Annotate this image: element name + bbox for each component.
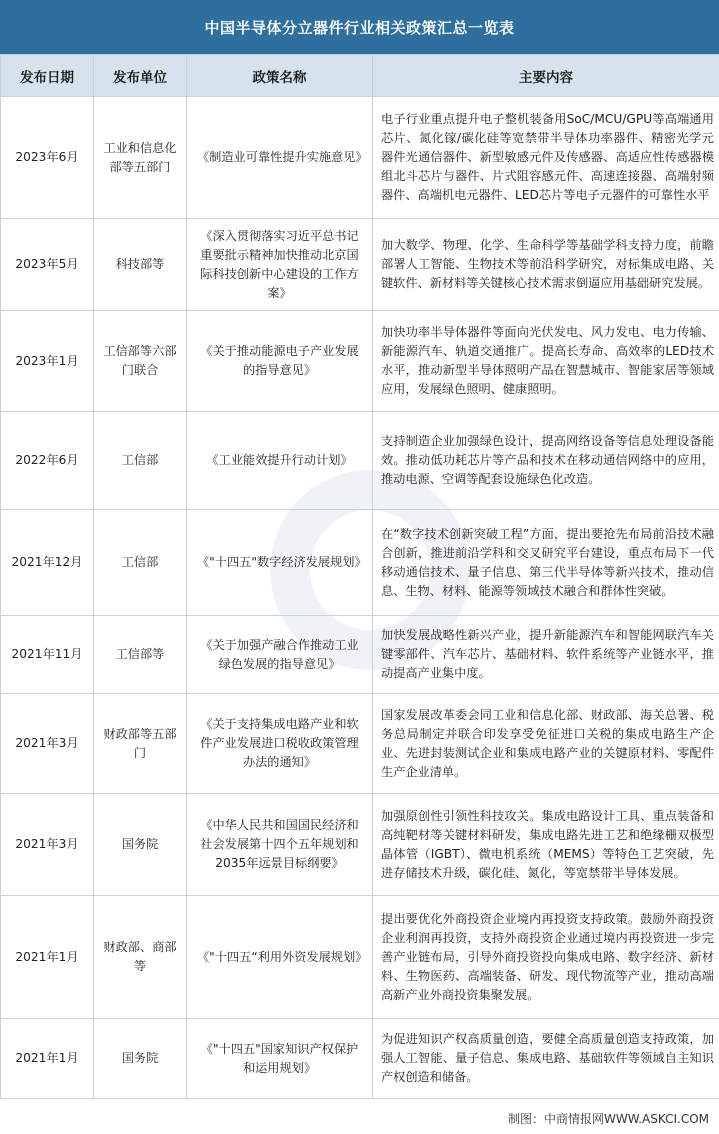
cell-policy-name: 《关于加强产融合作推动工业绿色发展的指导意见》 [187,616,373,694]
cell-date: 2021年1月 [1,1019,94,1099]
cell-policy-name: 《制造业可靠性提升实施意见》 [187,97,373,219]
cell-content: 为促进知识产权高质量创造，要健全高质量创造支持政策，加强人工智能、量子信息、集成电路、基础软件等领域自主知识产权创造和储备。 [373,1019,719,1099]
cell-policy-name: 《"十四五"数字经济发展规划》 [187,510,373,616]
cell-dept: 工信部 [94,510,187,616]
cell-content: 电子行业重点提升电子整机装备用SoC/MCU/GPU等高端通用芯片、氮化镓/碳化硅等宽禁带半导体功率器件、精密光学元器件光通信器件、新型敏感元件及传感器、高适应性传感器模组北斗芯片与器件、片式阻容感元件、高速连接器、高端射频器件、高端机电元器件、LED芯片等电子元器件的可靠性水平 [373,97,719,219]
header-dept: 发布单位 [94,55,187,97]
cell-content: 提出要优化外商投资企业境内再投资支持政策。鼓励外商投资企业利润再投资，支持外商投资企业通过境内再投资进一步完善产业链布局，引导外商投资投向集成电路、数字经济、新材料、生物医药、高端装备、研发、现代物流等产业，推动高端高新产业外商投资集聚发展。 [373,896,719,1019]
cell-dept: 工信部 [94,412,187,510]
cell-date: 2023年5月 [1,219,94,311]
table-header-row [1,55,719,97]
cell-date: 2021年3月 [1,794,94,896]
cell-content: 加快发展战略性新兴产业，提升新能源汽车和智能网联汽车关键零部件、汽车芯片、基础材料、软件系统等产业链水平，推动提高产业集中度。 [373,616,719,694]
table-row [1,97,719,219]
cell-dept: 工信部等六部门联合 [94,311,187,412]
table-row [1,896,719,1019]
cell-dept: 科技部等 [94,219,187,311]
cell-date: 2021年3月 [1,694,94,794]
cell-policy-name: 《深入贯彻落实习近平总书记重要批示精神加快推动北京国际科技创新中心建设的工作方案》 [187,219,373,311]
cell-policy-name: 《"十四五"国家知识产权保护和运用规划》 [187,1019,373,1099]
cell-date: 2021年1月 [1,896,94,1019]
cell-date: 2023年1月 [1,311,94,412]
cell-dept: 国务院 [94,794,187,896]
cell-policy-name: 《工业能效提升行动计划》 [187,412,373,510]
cell-content: 国家发展改革委会同工业和信息化部、财政部、海关总署、税务总局制定并联合印发享受免征进口关税的集成电路生产企业、先进封装测试企业和集成电路产业的关键原材料、零配件生产企业清单。 [373,694,719,794]
header-date: 发布日期 [1,55,94,97]
cell-dept: 工业和信息化部等五部门 [94,97,187,219]
cell-date: 2021年11月 [1,616,94,694]
cell-content: 加大数学、物理、化学、生命科学等基础学科支持力度，前瞻部署人工智能、生物技术等前沿科学研究，对标集成电路、关键软件、新材料等关键核心技术需求倒逼应用基础研究发展。 [373,219,719,311]
source-caption: 制图：中商情报网WWW.ASKCI.COM [508,1112,709,1126]
cell-content: 加快功率半导体器件等面向光伏发电、风力发电、电力传输、新能源汽车、轨道交通推广。提高长寿命、高效率的LED技术水平，推动新型半导体照明产品在智慧城市、智能家居等领域应用，发展绿色照明、健康照明。 [373,311,719,412]
table-row [1,311,719,412]
cell-policy-name: 《关于推动能源电子产业发展的指导意见》 [187,311,373,412]
cell-dept: 财政部等五部门 [94,694,187,794]
cell-dept: 工信部等 [94,616,187,694]
cell-content: 加强原创性引领性科技攻关。集成电路设计工具、重点装备和高纯靶材等关键材料研发，集成电路先进工艺和绝缘栅双极型晶体管（IGBT）、微电机系统（MEMS）等特色工艺突破，先进存储技术升级，碳化硅、氮化，等宽禁带半导体发展。 [373,794,719,896]
cell-content: 在“数字技术创新突破工程”方面，提出要抢先布局前沿技术融合创新，推进前沿学科和交叉研究平台建设，重点布局下一代移动通信技术、量子信息、第三代半导体等新兴技术，推动信息、生物、材料、能源等领域技术融合和群体性突破。 [373,510,719,616]
table-row [1,219,719,311]
header-content: 主要内容 [373,55,719,97]
cell-content: 支持制造企业加强绿色设计，提高网络设备等信息处理设备能效。推动低功耗芯片等产品和技术在移动通信网络中的应用，推动电源、空调等配套设施绿色化改造。 [373,412,719,510]
table-row [1,694,719,794]
page-title: 中国半导体分立器件行业相关政策汇总一览表 [0,0,719,54]
table-row [1,412,719,510]
cell-policy-name: 《关于支持集成电路产业和软件产业发展进口税收政策管理办法的通知》 [187,694,373,794]
cell-date: 2023年6月 [1,97,94,219]
table-row [1,616,719,694]
header-name: 政策名称 [187,55,373,97]
policy-table [0,54,719,1099]
cell-policy-name: 《中华人民共和国国民经济和社会发展第十四个五年规划和2035年远景目标纲要》 [187,794,373,896]
table-row [1,510,719,616]
table-row [1,1019,719,1099]
table-row [1,794,719,896]
cell-dept: 国务院 [94,1019,187,1099]
cell-policy-name: 《"十四五“利用外资发展规划》 [187,896,373,1019]
cell-dept: 财政部、商部等 [94,896,187,1019]
cell-date: 2022年6月 [1,412,94,510]
cell-date: 2021年12月 [1,510,94,616]
